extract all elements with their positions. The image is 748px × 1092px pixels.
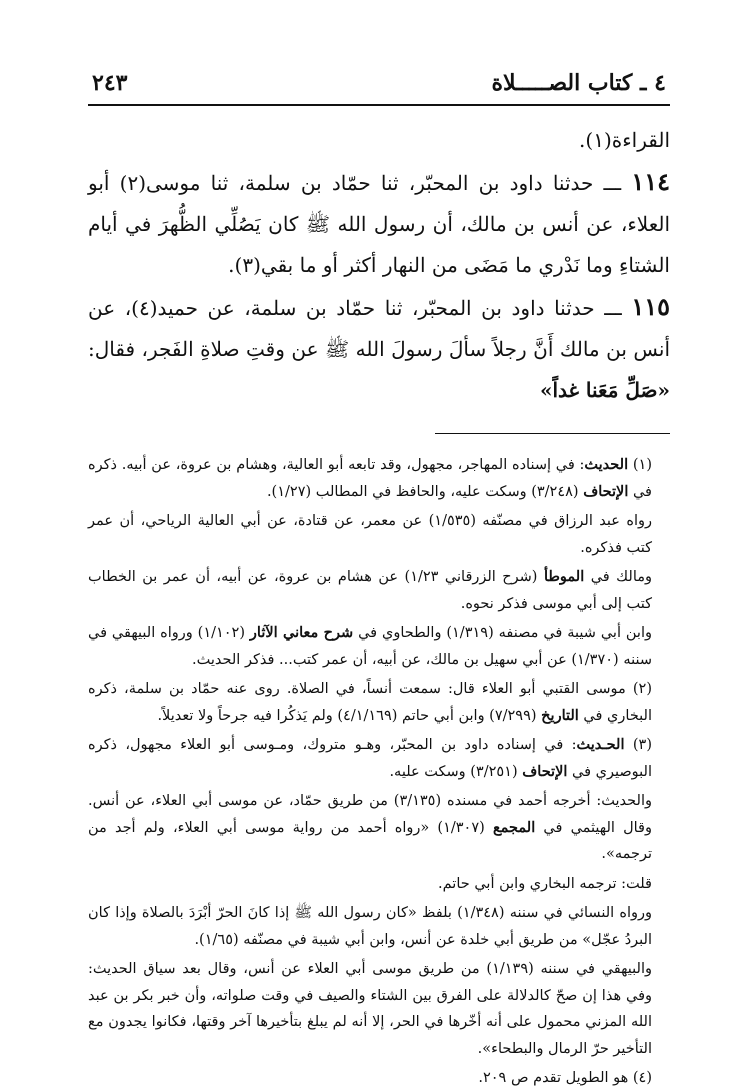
footnote-bold: الإتحاف: [522, 762, 568, 780]
footnote-1-d: [88, 620, 670, 673]
page-header: [88, 70, 670, 104]
footnote-text: والحديث: أخرجه أحمد في مسنده (٣/١٣٥) من طريق حمّاد، عن موسى أبي العلاء، عن أنس. وقال الهيثمي في: [88, 793, 652, 836]
footnote-bold: الموطأ: [543, 568, 585, 585]
footnote-3-c: قلت: ترجمه البخاري وابن أبي حاتم.: [438, 875, 652, 892]
footnote-bold: المجمع: [492, 818, 536, 836]
footnotes: [88, 452, 670, 1092]
footnote-text: ومالك في: [584, 569, 653, 585]
footnote-bold: التاريخ: [541, 706, 579, 724]
hadith-number: ١١٥: [631, 292, 670, 321]
footnote-bold: الحـديث: [576, 736, 625, 753]
footnote-text: (١/٣٠٧) «رواه أحمد من رواية موسى أبي العلاء، ولم أجد من ترجمه».: [88, 819, 652, 862]
hadith-115: [88, 286, 670, 411]
page-number: ٢٤٣: [92, 70, 128, 96]
header-divider: [88, 104, 670, 106]
footnote-text: (٢) موسى القتبي أبو العلاء قال: سمعت أنساً، في الصلاة. روى عنه حمّاد بن سلمة، ذكره البخاري في: [88, 681, 652, 724]
footnote-text: : في إسناده المهاجر، مجهول، وقد تابعه أبو العالية، وهشام بن عروة، عن أبيه. ذكره في: [88, 457, 652, 500]
footnote-marker: (٣): [624, 737, 652, 753]
footnote-text: (١/١٠٢) ورواه البيهقي في سننه (١/٣٧٠) عن أبي سهيل بن مالك، عن أبيه، أن عمر كتب... فذكر الحديث.: [88, 625, 652, 668]
footnote-divider: [435, 433, 670, 434]
footnote-text: (٣/٢٤٨) وسكت عليه، والحافظ في المطالب (١/٢٧).: [266, 483, 584, 500]
footnote-1-b: رواه عبد الرزاق في مصنّفه (١/٥٣٥) عن معمر، عن قتادة، عن أبي العالية الرياحي، أن عمر كتب فذكره.: [88, 513, 652, 556]
footnote-text: وابن أبي شيبة في مصنفه (١/٣١٩) والطحاوي في: [353, 625, 652, 641]
footnote-3-e: والبيهقي في سننه (١/١٣٩) من طريق موسى أبي العلاء عن أنس، وقال بعد سياق الحديث: وفي هذا إن صحّ كالدلالة على الفرق بين الشتاء والصيف في وقت صلواته، وأن خبر بكر بن عبد الله المزني محمول على أنه أخّرها في الحر، إلا أنه لم يبلغ بتأخيرها آخر وقتها، فكانوا يجدون مع التأخير حرّ الرمال والبطحاء».: [88, 961, 653, 1057]
hadith-quote: «صَلِّ مَعَنا غداً»: [539, 378, 670, 402]
footnote-2: [88, 676, 670, 729]
footnote-text: (٧/٢٩٩) وابن أبي حاتم (٤/١/١٦٩) ولم يَذكُرا فيه جرحاً ولا تعديلاً.: [157, 707, 542, 724]
footnote-3: [88, 732, 670, 785]
footnote-bold: شرح معاني الآثار: [249, 624, 354, 641]
hadith-114: [88, 161, 670, 286]
chapter-title: ٤ ـ كتاب الصـــــلاة: [491, 70, 666, 96]
main-text: [88, 120, 670, 411]
hadith-text: ـــ حدثنا داود بن المحبّر، ثنا حمّاد بن سلمة، ثنا موسى(٢) أبو العلاء، عن أنس بن مالك، أن رسول الله ﷺ كان يَصُلِّي الظُّهرَ في أيام الشتاءِ وما نَدْري ما مَضَى من النهار أكثر أو ما بقي(٣).: [88, 171, 670, 277]
footnote-3-d: ورواه النسائي في سننه (١/٣٤٨) بلفظ «كان رسول الله ﷺ إذا كانَ الحرّ أبْرَدَ بالصلاة وإذا كان البردُ عجّل» من طريق أبي خلدة عن أنس، وابن أبي شيبة في مصنّفه (١/٦٥).: [88, 905, 653, 948]
footnote-text: : في إسناده داود بن المحبّر، وهـو متروك، ومـوسى أبو العلاء مجهول، ذكره البوصيري في: [88, 737, 652, 780]
footnote-text: (٣/٢٥١) وسكت عليه.: [389, 763, 523, 780]
footnote-bold: الإتحاف: [583, 482, 629, 500]
footnote-4: (٤) هو الطويل تقدم ص ٢٠٩.: [478, 1070, 652, 1086]
hadith-number: ١١٤: [631, 167, 670, 196]
footnote-1-c: [88, 564, 670, 617]
continuation-paragraph: القراءة(١).: [579, 128, 670, 152]
footnote-3-b: [88, 788, 670, 868]
footnote-marker: (١): [628, 457, 652, 473]
footnote-text: (شرح الزرقاني ١/٢٣) عن هشام بن عروة، عن أبيه، أن عمر بن الخطاب كتب إلى أبي موسى فذكر نحوه.: [88, 569, 652, 612]
footnote-bold: الحديث: [584, 456, 629, 473]
footnote-1: [88, 452, 670, 505]
hadith-text: ـــ حدثنا داود بن المحبّر، ثنا حمّاد بن سلمة، عن حميد(٤)، عن أنس بن مالك أَنَّ رجلاً سألَ رسولَ الله ﷺ عن وقتِ صلاةِ الفَجر، فقال:: [88, 296, 670, 361]
